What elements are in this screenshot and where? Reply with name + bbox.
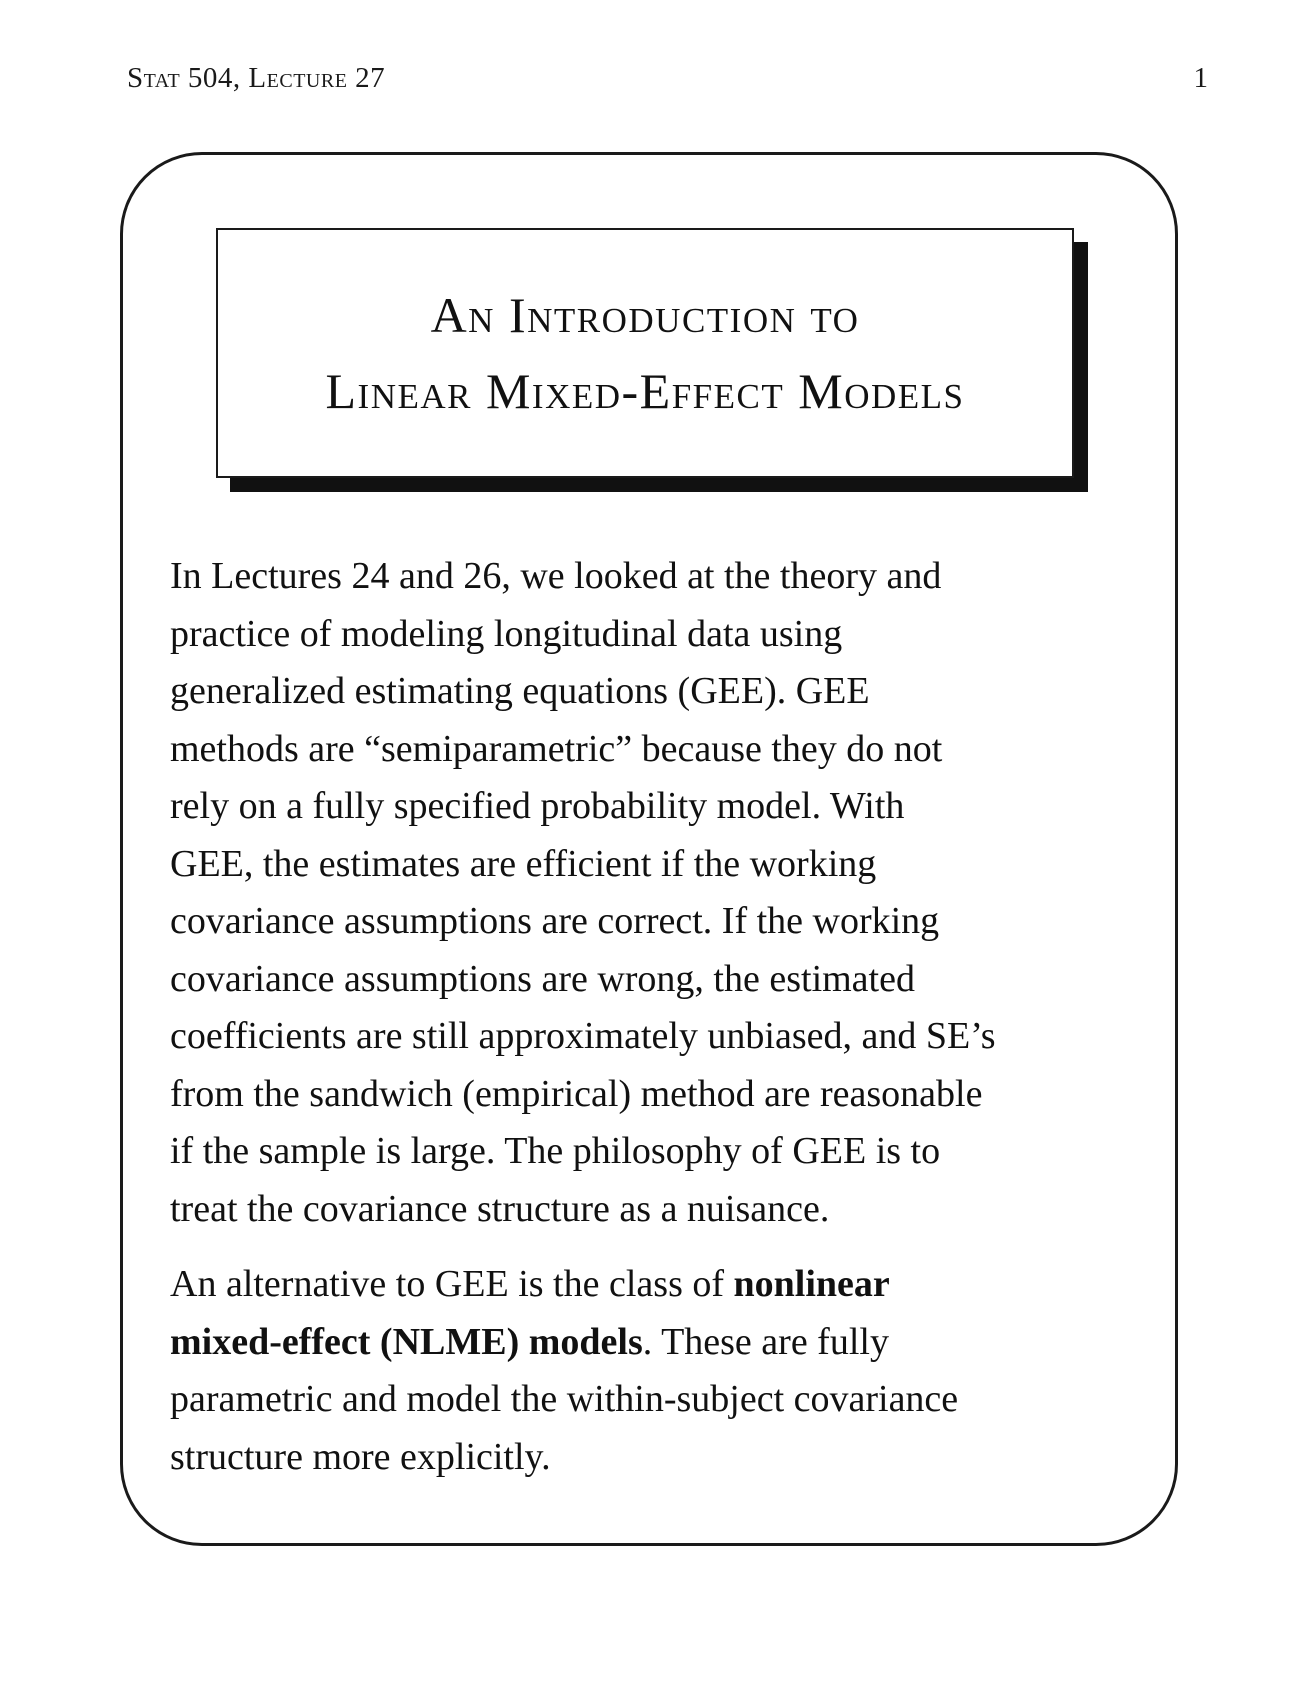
text-line: structure more explicitly. <box>170 1435 551 1478</box>
text-line: practice of modeling longitudinal data using <box>170 612 843 655</box>
text-line: GEE, the estimates are efficient if the working <box>170 842 877 885</box>
text-line: generalized estimating equations (GEE). GEE <box>170 670 870 712</box>
text-line <box>170 1256 1150 1314</box>
running-head: Stat 504, Lecture 27 <box>127 62 386 94</box>
paragraph-nlme <box>170 1256 1150 1486</box>
text-line: if the sample is large. The philosophy of GEE is to <box>170 1130 941 1172</box>
text-run: . These are fully <box>642 1320 889 1363</box>
title-line-2: Linear Mixed-Effect Models <box>325 363 965 419</box>
text-line: rely on a fully specified probability model. With <box>170 785 905 827</box>
text-run: An alternative to GEE is the class of <box>170 1263 734 1305</box>
text-line: treat the covariance structure as a nuisance. <box>170 1187 830 1230</box>
text-line: coefficients are still approximately unbiased, and SE’s <box>170 1015 996 1057</box>
paragraph-gee <box>170 548 1150 1238</box>
page-number: 1 <box>1193 62 1208 94</box>
text-line <box>170 1314 1150 1372</box>
slide-body <box>170 548 1150 1486</box>
text-line: methods are “semiparametric” because they do not <box>170 727 943 770</box>
text-line: covariance assumptions are correct. If the working <box>170 900 940 942</box>
text-line: In Lectures 24 and 26, we looked at the theory and <box>170 555 942 597</box>
title-line-1: An Introduction to <box>430 287 860 343</box>
text-line: covariance assumptions are wrong, the estimated <box>170 957 915 1000</box>
bold-term: nonlinear <box>733 1263 890 1305</box>
bold-term: mixed-effect (NLME) models <box>170 1320 643 1363</box>
title-box <box>216 228 1074 478</box>
text-line: parametric and model the within-subject covariance <box>170 1378 959 1420</box>
text-line: from the sandwich (empirical) method are reasonable <box>170 1072 983 1115</box>
